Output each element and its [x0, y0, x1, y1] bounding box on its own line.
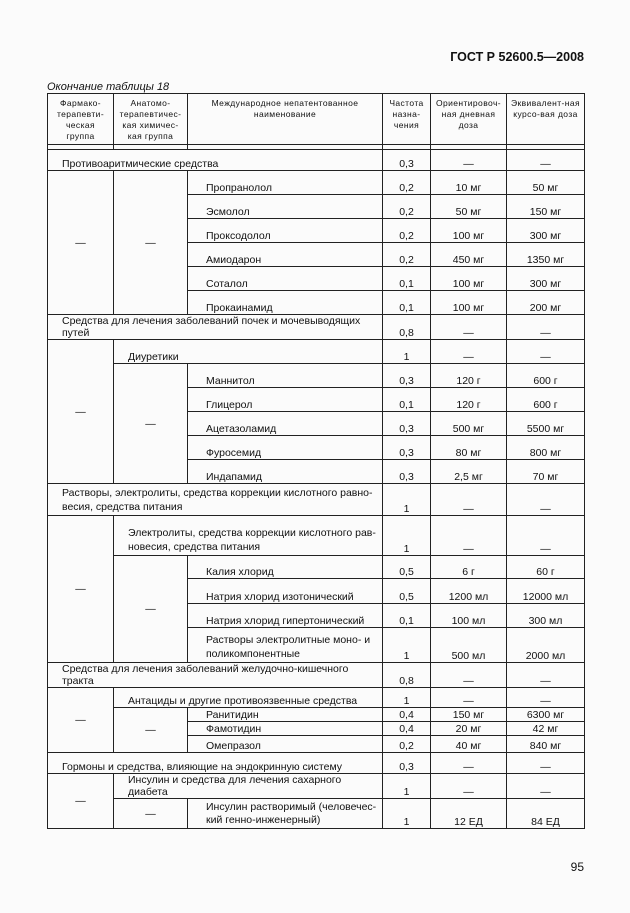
- subsection-name: Инсулин и средства для лечения сахарного диабета: [114, 774, 383, 799]
- drug-name: Фуросемид: [188, 436, 383, 460]
- drug-row: [48, 799, 585, 829]
- frequency: 1: [383, 516, 431, 556]
- course-dose: —: [507, 150, 585, 171]
- frequency: 0,1: [383, 604, 431, 628]
- daily-dose: 50 мг: [431, 195, 507, 219]
- section-row: [48, 484, 585, 516]
- table-caption: Окончание таблицы 18: [47, 81, 170, 93]
- frequency: 0,2: [383, 736, 431, 753]
- frequency: 1: [383, 799, 431, 829]
- table-header: [48, 94, 585, 145]
- frequency: 0,4: [383, 708, 431, 722]
- course-dose: 42 мг: [507, 722, 585, 736]
- frequency: 0,2: [383, 195, 431, 219]
- course-dose: —: [507, 315, 585, 340]
- drug-row: [48, 364, 585, 388]
- col-frequency: Частота назна-чения: [383, 94, 431, 145]
- daily-dose: 10 мг: [431, 171, 507, 195]
- frequency: 1: [383, 688, 431, 708]
- daily-dose: —: [431, 516, 507, 556]
- drug-table: [47, 93, 585, 829]
- frequency: 0,3: [383, 753, 431, 774]
- daily-dose: 500 мл: [431, 628, 507, 663]
- col-atc-group: Анатомо-терапевтичес-кая химичес-кая группа: [114, 94, 188, 145]
- daily-dose: —: [431, 663, 507, 688]
- course-dose: 300 мл: [507, 604, 585, 628]
- col-course-dose: Эквивалент-ная курсо-вая доза: [507, 94, 585, 145]
- frequency: 0,3: [383, 364, 431, 388]
- frequency: 1: [383, 340, 431, 364]
- daily-dose: 120 г: [431, 364, 507, 388]
- frequency: 0,2: [383, 243, 431, 267]
- course-dose: 12000 мл: [507, 579, 585, 604]
- daily-dose: 6 г: [431, 556, 507, 579]
- drug-name: Глицерол: [188, 388, 383, 412]
- drug-row: [48, 556, 585, 579]
- pharm-group-cell: —: [48, 774, 114, 829]
- atc-group-cell: —: [114, 556, 188, 663]
- section-name: Противоаритмические средства: [48, 150, 383, 171]
- frequency: 0,8: [383, 315, 431, 340]
- course-dose: 84 ЕД: [507, 799, 585, 829]
- frequency: 0,3: [383, 436, 431, 460]
- section-row: [48, 150, 585, 171]
- course-dose: 300 мг: [507, 267, 585, 291]
- drug-name: Ацетазоламид: [188, 412, 383, 436]
- course-dose: —: [507, 340, 585, 364]
- pharm-group-cell: —: [48, 688, 114, 753]
- drug-name: Фамотидин: [188, 722, 383, 736]
- course-dose: —: [507, 774, 585, 799]
- subsection-name: Электролиты, средства коррекции кислотного рав-новесия, средства питания: [114, 516, 383, 556]
- course-dose: 800 мг: [507, 436, 585, 460]
- subsection-name: Антациды и другие противоязвенные средства: [114, 688, 383, 708]
- course-dose: 2000 мл: [507, 628, 585, 663]
- daily-dose: —: [431, 150, 507, 171]
- drug-name: Прокаинамид: [188, 291, 383, 315]
- daily-dose: 500 мг: [431, 412, 507, 436]
- drug-name: Маннитол: [188, 364, 383, 388]
- daily-dose: 1200 мл: [431, 579, 507, 604]
- section-row: [48, 753, 585, 774]
- section-name: Гормоны и средства, влияющие на эндокринную систему: [48, 753, 383, 774]
- frequency: 0,5: [383, 556, 431, 579]
- course-dose: 300 мг: [507, 219, 585, 243]
- pharm-group-cell: —: [48, 171, 114, 315]
- pharm-group-cell: —: [48, 340, 114, 484]
- frequency: 0,3: [383, 460, 431, 484]
- frequency: 0,1: [383, 388, 431, 412]
- frequency: 1: [383, 484, 431, 516]
- course-dose: 60 г: [507, 556, 585, 579]
- frequency: 0,1: [383, 267, 431, 291]
- daily-dose: 20 мг: [431, 722, 507, 736]
- daily-dose: 40 мг: [431, 736, 507, 753]
- daily-dose: 100 мг: [431, 267, 507, 291]
- standard-number: ГОСТ Р 52600.5—2008: [450, 50, 584, 64]
- frequency: 0,2: [383, 171, 431, 195]
- frequency: 0,1: [383, 291, 431, 315]
- section-row: [48, 315, 585, 340]
- daily-dose: 100 мг: [431, 219, 507, 243]
- course-dose: 200 мг: [507, 291, 585, 315]
- daily-dose: —: [431, 774, 507, 799]
- page-number: 95: [570, 860, 584, 874]
- daily-dose: 12 ЕД: [431, 799, 507, 829]
- daily-dose: 120 г: [431, 388, 507, 412]
- frequency: 0,3: [383, 150, 431, 171]
- frequency: 0,3: [383, 412, 431, 436]
- daily-dose: 2,5 мг: [431, 460, 507, 484]
- daily-dose: —: [431, 484, 507, 516]
- drug-name: Ранитидин: [188, 708, 383, 722]
- drug-name: Натрия хлорид гипертонический: [188, 604, 383, 628]
- drug-row: [48, 171, 585, 195]
- daily-dose: 150 мг: [431, 708, 507, 722]
- drug-name: Инсулин растворимый (человечес-кий генно-инженерный): [188, 799, 383, 829]
- section-name: Растворы, электролиты, средства коррекции кислотного равно-весия, средства питания: [48, 484, 383, 516]
- atc-group-cell: —: [114, 799, 188, 829]
- daily-dose: 100 мл: [431, 604, 507, 628]
- course-dose: 6300 мг: [507, 708, 585, 722]
- course-dose: 600 г: [507, 364, 585, 388]
- col-pharm-group: Фармако-терапевти-ческая группа: [48, 94, 114, 145]
- subsection-row: [48, 340, 585, 364]
- course-dose: —: [507, 753, 585, 774]
- atc-group-cell: —: [114, 708, 188, 753]
- drug-name: Амиодарон: [188, 243, 383, 267]
- atc-group-cell: —: [114, 171, 188, 315]
- drug-name: Соталол: [188, 267, 383, 291]
- frequency: 0,5: [383, 579, 431, 604]
- daily-dose: 100 мг: [431, 291, 507, 315]
- drug-name: Индапамид: [188, 460, 383, 484]
- drug-name: Калия хлорид: [188, 556, 383, 579]
- course-dose: —: [507, 663, 585, 688]
- drug-name: Эсмолол: [188, 195, 383, 219]
- col-inn: Международное непатентованное наименование: [188, 94, 383, 145]
- drug-name: Проксодолол: [188, 219, 383, 243]
- atc-group-cell: —: [114, 364, 188, 484]
- subsection-row: [48, 774, 585, 799]
- drug-row: [48, 708, 585, 722]
- course-dose: 150 мг: [507, 195, 585, 219]
- subsection-row: [48, 516, 585, 556]
- course-dose: —: [507, 484, 585, 516]
- section-name: Средства для лечения заболеваний желудочно-кишечного тракта: [48, 663, 383, 688]
- frequency: 0,2: [383, 219, 431, 243]
- course-dose: 600 г: [507, 388, 585, 412]
- subsection-row: [48, 688, 585, 708]
- section-row: [48, 663, 585, 688]
- drug-name: Натрия хлорид изотонический: [188, 579, 383, 604]
- course-dose: 840 мг: [507, 736, 585, 753]
- subsection-name: Диуретики: [114, 340, 383, 364]
- drug-name: Растворы электролитные моно- и поликомпонентные: [188, 628, 383, 663]
- daily-dose: —: [431, 753, 507, 774]
- course-dose: —: [507, 688, 585, 708]
- col-daily-dose: Ориентировоч-ная дневная доза: [431, 94, 507, 145]
- frequency: 1: [383, 774, 431, 799]
- course-dose: 70 мг: [507, 460, 585, 484]
- drug-name: Омепразол: [188, 736, 383, 753]
- course-dose: 5500 мг: [507, 412, 585, 436]
- drug-name: Пропранолол: [188, 171, 383, 195]
- course-dose: 1350 мг: [507, 243, 585, 267]
- frequency: 1: [383, 628, 431, 663]
- daily-dose: —: [431, 340, 507, 364]
- section-name: Средства для лечения заболеваний почек и мочевыводящих путей: [48, 315, 383, 340]
- frequency: 0,8: [383, 663, 431, 688]
- frequency: 0,4: [383, 722, 431, 736]
- course-dose: 50 мг: [507, 171, 585, 195]
- daily-dose: —: [431, 315, 507, 340]
- daily-dose: —: [431, 688, 507, 708]
- daily-dose: 450 мг: [431, 243, 507, 267]
- daily-dose: 80 мг: [431, 436, 507, 460]
- course-dose: —: [507, 516, 585, 556]
- pharm-group-cell: —: [48, 516, 114, 663]
